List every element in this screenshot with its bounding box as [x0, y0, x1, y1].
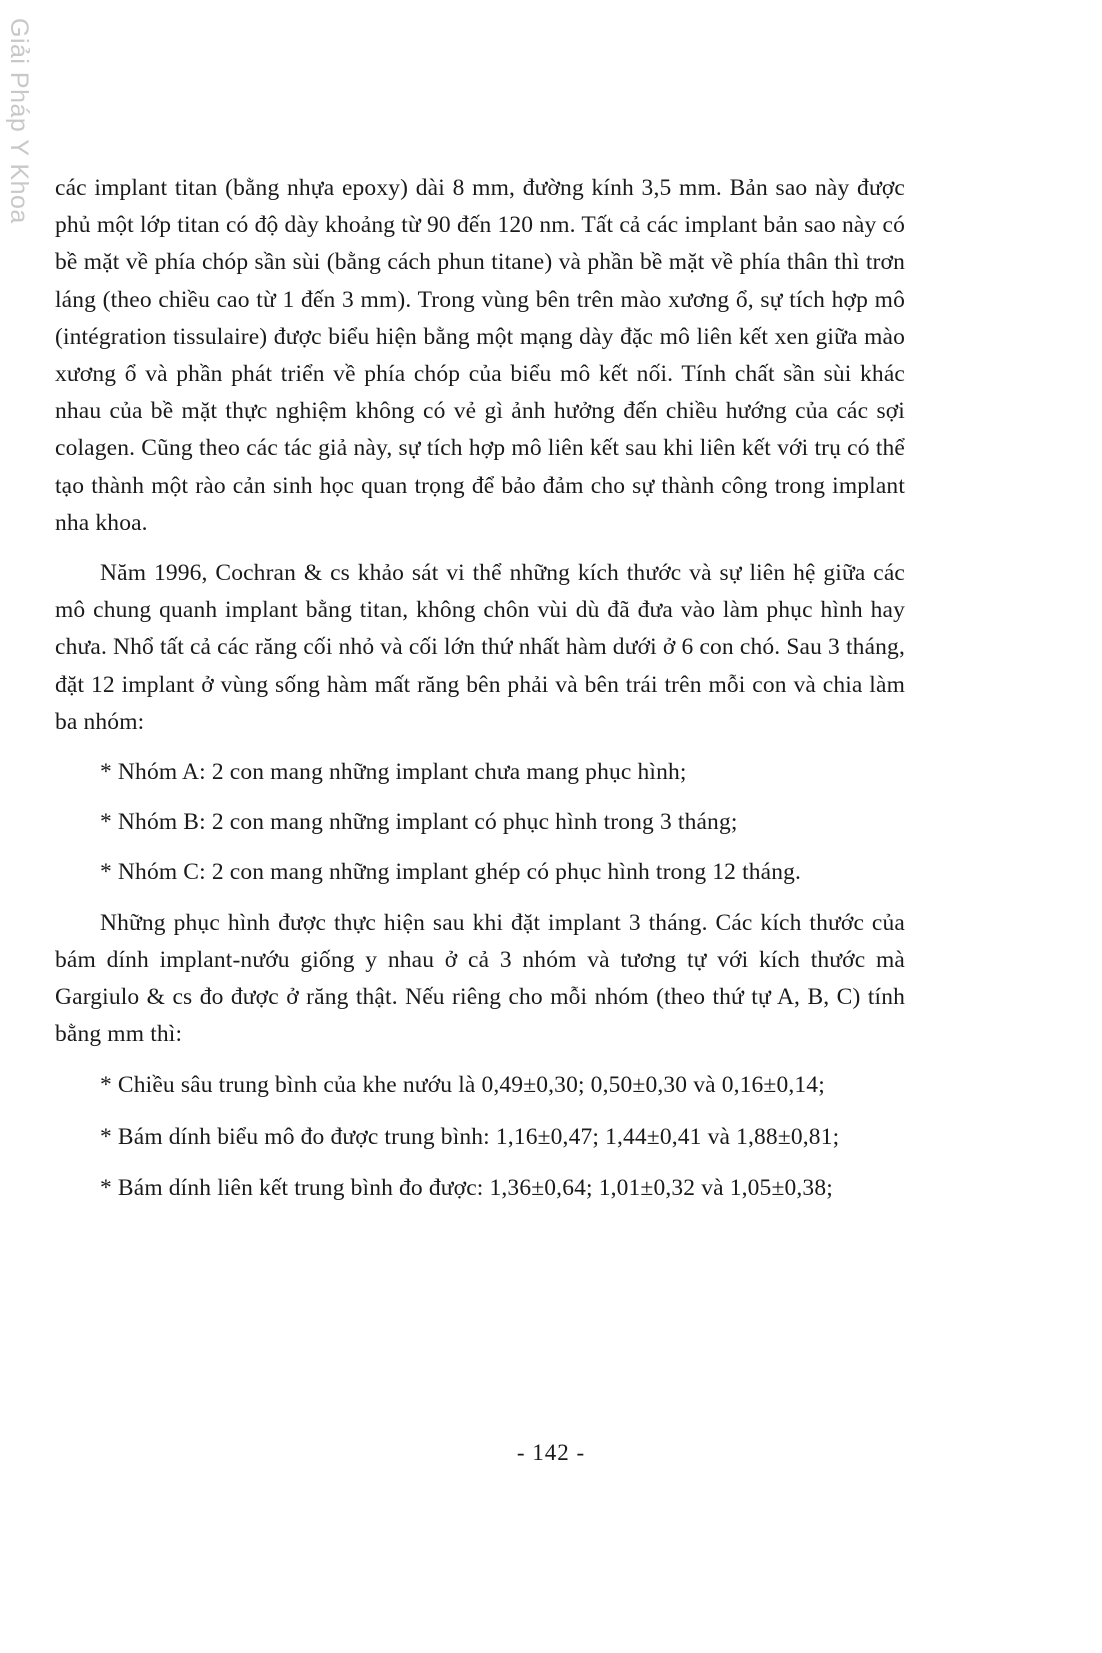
list-item-group-b: * Nhóm B: 2 con mang những implant có phục hình trong 3 tháng;	[100, 809, 738, 836]
list-item-connective: * Bám dính liên kết trung bình đo được: 1,36±0,64; 1,01±0,32 và 1,05±0,38;	[100, 1174, 833, 1201]
list-item-group-a: * Nhóm A: 2 con mang những implant chưa mang phục hình;	[100, 759, 687, 786]
list-item-depth: * Chiều sâu trung bình của khe nướu là 0,49±0,30; 0,50±0,30 và 0,16±0,14;	[100, 1072, 825, 1099]
paragraph-2: Năm 1996, Cochran & cs khảo sát vi thể những kích thước và sự liên hệ giữa các mô chung quanh implant bằng titan, không chôn vùi dù đã đưa vào làm phục hình hay chưa. Nhổ tất cả các răng cối nhỏ và cối lớn thứ nhất hàm dưới ở 6 con chó. Sau 3 tháng, đặt 12 implant ở vùng sống hàm mất răng bên phải và bên trái trên mỗi con và chia làm ba nhóm:	[55, 560, 905, 735]
paragraph-1: các implant titan (bằng nhựa epoxy) dài 8 mm, đường kính 3,5 mm. Bản sao này được phủ một lớp titan có độ dày khoảng từ 90 đến 120 nm. Tất cả các implant bản sao này có bề mặt về phía chóp sần sùi (bằng cách phun titane) và phần bề mặt về phía thân thì trơn láng (theo chiều cao từ 1 đến 3 mm). Trong vùng bên trên mào xương ổ, sự tích hợp mô (intégration tissulaire) được biểu hiện bằng một mạng dày đặc mô liên kết xen giữa mào xương ổ và phần phát triển về phía chóp của biểu mô kết nối. Tính chất sần sùi khác nhau của bề mặt thực nghiệm không có vẻ gì ảnh hưởng đến chiều hướng của các sợi colagen. Cũng theo các tác giả này, sự tích hợp mô liên kết sau khi liên kết với trụ có thể tạo thành một rào cản sinh học quan trọng để bảo đảm cho sự thành công trong implant nha khoa.	[55, 175, 905, 536]
paragraph-3: Những phục hình được thực hiện sau khi đặt implant 3 tháng. Các kích thước của bám dính implant-nướu giống y nhau ở cả 3 nhóm và tương tự với kích thước mà Gargiulo & cs đo được ở răng thật. Nếu riêng cho mỗi nhóm (theo thứ tự A, B, C) tính bằng mm thì:	[55, 909, 905, 1048]
watermark: Giải Pháp Y Khoa	[5, 18, 33, 224]
list-item-group-c: * Nhóm C: 2 con mang những implant ghép có phục hình trong 12 tháng.	[100, 859, 802, 886]
document-body	[55, 170, 905, 1207]
list-item-epithelial: * Bám dính biểu mô đo được trung bình: 1,16±0,47; 1,44±0,41 và 1,88±0,81;	[100, 1123, 840, 1150]
page-number: - 142 -	[516, 1440, 586, 1465]
